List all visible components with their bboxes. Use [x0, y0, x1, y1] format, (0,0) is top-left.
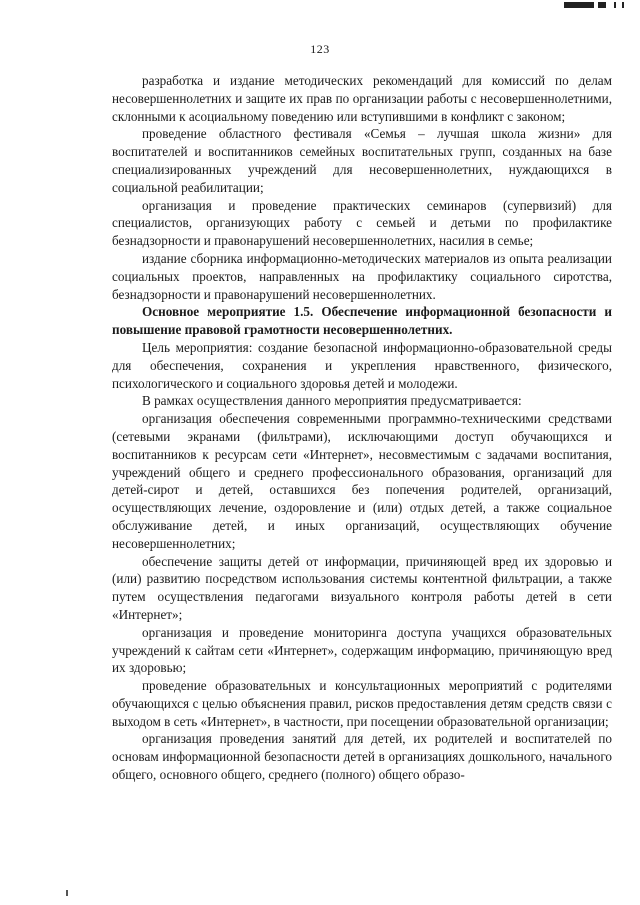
document-body [112, 72, 612, 784]
body-paragraph: проведение областного фестиваля «Семья – лучшая школа жизни» для воспитателей и воспитанников семейных воспитательных групп, созданных на базе специализированных учреждений для несовершеннолетних, нуждающихся в социальной реабилитации; [112, 126, 612, 195]
scan-edge-mark [66, 890, 68, 896]
body-paragraph: организация проведения занятий для детей, их родителей и воспитателей по основам информационной безопасности детей в организациях дошкольного, начального общего, основного общего, среднего (полного) общего образо- [112, 731, 612, 783]
section-heading: Основное мероприятие 1.5. Обеспечение информационной безопасности и повышение правовой грамотности несовершеннолетних. [112, 304, 612, 338]
body-paragraph: организация и проведение мониторинга доступа учащихся образовательных учреждений к сайтам сети «Интернет», содержащим информацию, причиняющую вред их здоровью; [112, 624, 612, 676]
body-paragraph: обеспечение защиты детей от информации, причиняющей вред их здоровью и (или) развитию посредством использования системы контентной фильтрации, а также путем осуществления педагогами визуального контроля работы детей в сети «Интернет»; [112, 553, 612, 622]
page-number: 123 [310, 42, 330, 56]
body-paragraph: В рамках осуществления данного мероприятия предусматривается: [142, 393, 522, 409]
scan-artifact-mark [564, 2, 634, 8]
body-paragraph: проведение образовательных и консультационных мероприятий с родителями обучающихся с целью объяснения правил, рисков предоставления детям средств связи с выходом в сеть «Интернет», в частности, при посещении образовательной организации; [112, 678, 612, 729]
body-paragraph: издание сборника информационно-методических материалов из опыта реализации социальных проектов, направленных на профилактику социального сиротства, безнадзорности и правонарушений несовершеннолетних. [112, 250, 612, 302]
body-paragraph: организация обеспечения современными программно-техническими средствами (сетевыми экранами (фильтрами), исключающими доступ обучающихся и воспитанников к ресурсам сети «Интернет», несовместимым с задачами воспитания, учреждений общего и среднего профессионального образования, организаций для детей-сирот и детей, оставшихся без попечения родителей, организаций, осуществляющих лечение, оздоровление и (или) отдых детей, а также социальное обслуживание детей, и иных организаций, осуществляющих обучение несовершеннолетних; [112, 411, 612, 551]
body-paragraph: организация и проведение практических семинаров (супервизий) для специалистов, организующих работу с семьей и детьми по профилактике безнадзорности и правонарушений несовершеннолетних, насилия в семье; [112, 197, 612, 249]
body-paragraph: Цель мероприятия: создание безопасной информационно-образовательной среды для обеспечения, сохранения и укрепления нравственного, физического, психологического и социального здоровья детей и молодежи. [112, 339, 612, 391]
body-paragraph: разработка и издание методических рекомендаций для комиссий по делам несовершеннолетних и защите их прав по организации работы с несовершеннолетними, склонными к асоциальному поведению или вступившими в конфликт с законом; [112, 73, 612, 124]
